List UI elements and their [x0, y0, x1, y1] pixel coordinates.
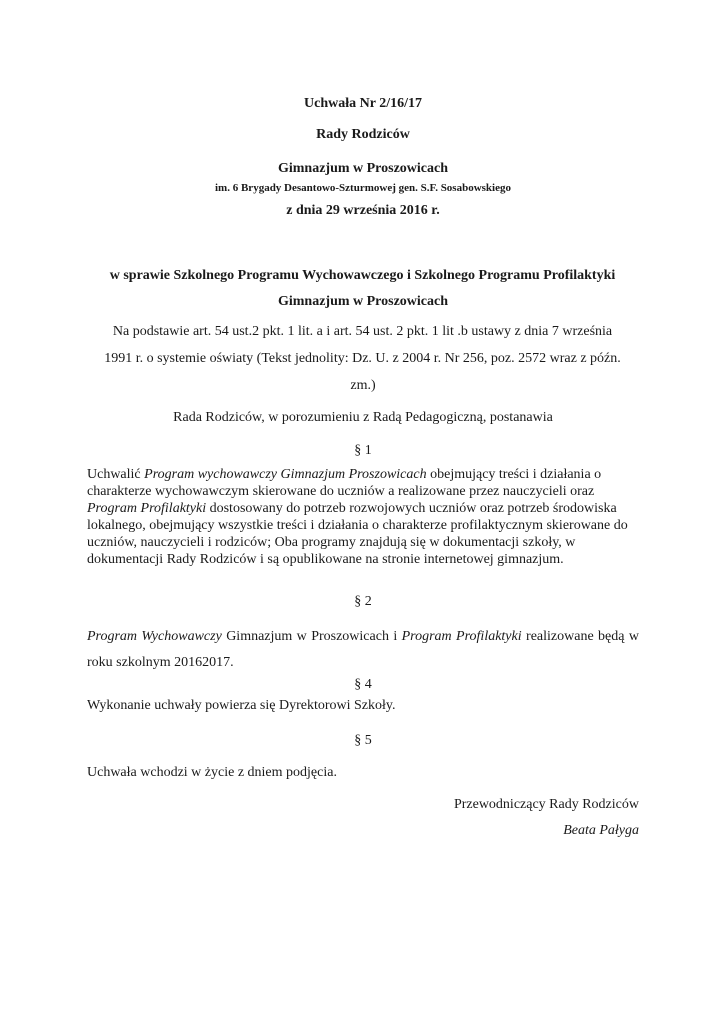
section-1-text: Uchwalić Program wychowawczy Gimnazjum Proszowicach obejmujący treści i działania o charakterze wychowawczym skierowane do uczniów a realizowane przez nauczycieli oraz Program Profilaktyki dostosowany do potrzeb rozwojowych uczniów oraz potrzeb środowiska lokalnego, obejmujący wszystkie treści i działania o charakterze profilaktycznym skierowane do uczniów, nauczycieli i rodziców; Oba programy znajdują się w dokumentacji szkoły, w dokumentacji Rady Rodziców i są opublikowane na stronie internetowej gimnazjum. — [87, 467, 628, 567]
subject-line-2: Gimnazjum w Proszowicach — [277, 294, 449, 309]
decision-statement: Rada Rodziców, w porozumieniu z Radą Pedagogiczną, postanawia — [173, 410, 553, 425]
subject-line-1: w sprawie Szkolnego Programu Wychowawczego i Szkolnego Programu Profilaktyki — [109, 268, 616, 283]
section-2-mark: § 2 — [354, 594, 372, 609]
resolution-date: z dnia 29 września 2016 r. — [286, 203, 440, 218]
school-patron: im. 6 Brygady Desantowo-Szturmowej gen. S.F. Sosabowskiego — [215, 182, 511, 194]
section-2-text: Program Wychowawczy Gimnazjum w Proszowicach i Program Profilaktyki realizowane będą w roku szkolnym 20162017. — [87, 629, 639, 670]
section-4-text: Wykonanie uchwały powierza się Dyrektorowi Szkoły. — [87, 698, 396, 713]
resolution-number: Uchwała Nr 2/16/17 — [304, 96, 422, 111]
section-5-mark: § 5 — [354, 733, 372, 748]
resolution-body: Rady Rodziców — [316, 127, 410, 142]
signature-role: Przewodniczący Rady Rodziców — [453, 797, 639, 812]
legal-basis-line-1: Na podstawie art. 54 ust.2 pkt. 1 lit. a i art. 54 ust. 2 pkt. 1 lit .b ustawy z dnia 7 września — [112, 324, 613, 339]
school-name: Gimnazjum w Proszowicach — [277, 161, 449, 176]
section-4-mark: § 4 — [354, 677, 372, 692]
legal-basis-line-2: 1991 r. o systemie oświaty (Tekst jednolity: Dz. U. z 2004 r. Nr 256, poz. 2572 wraz z późn. — [104, 351, 621, 366]
legal-basis-line-3: zm.) — [350, 378, 376, 393]
section-5-text: Uchwała wchodzi w życie z dniem podjęcia. — [87, 765, 337, 780]
section-1-mark: § 1 — [354, 443, 372, 458]
signature-name: Beata Pałyga — [563, 823, 639, 838]
